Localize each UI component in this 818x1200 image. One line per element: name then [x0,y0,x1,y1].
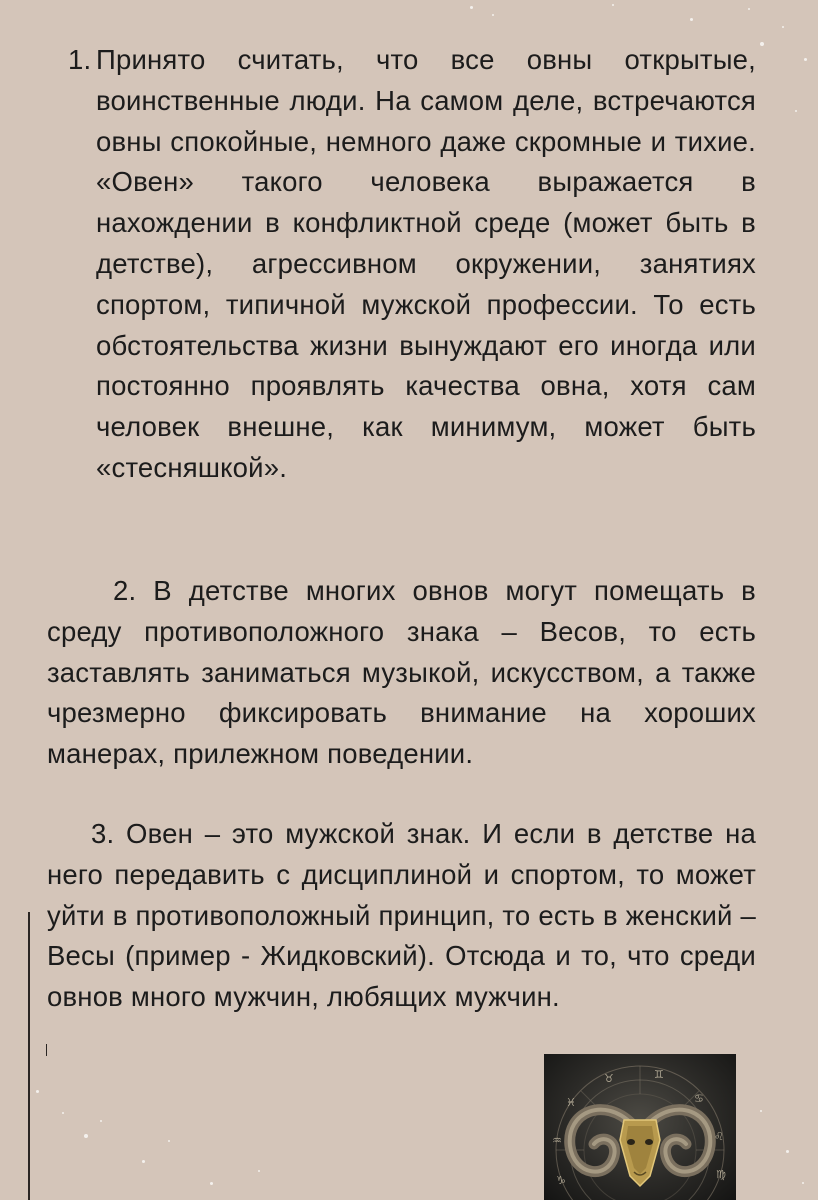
svg-text:♋: ♋ [694,1092,704,1105]
svg-text:♓: ♓ [566,1096,576,1109]
svg-text:♑: ♑ [556,1174,566,1187]
list-item-2 [47,571,756,775]
list-item-1-number: 1. [68,44,92,75]
svg-text:♉: ♉ [604,1072,614,1085]
list-item-1-text: Принято считать, что все овны открытые, воинственные люди. На самом деле, встречаются овны спокойные, немного даже скромные и тихие. «Овен» такого человека выражается в нахождении в конфликтной среде (может быть в детстве), агрессивном окружении, занятиях спортом, типичной мужской профессии. То есть обстоятельства жизни вынуждают его иногда или постоянно проявлять качества овна, хотя сам человек внешне, как минимум, может быть «стесняшкой». [96,44,756,483]
left-vertical-line [28,912,30,1200]
list-item-1 [68,40,756,489]
svg-text:♒: ♒ [552,1134,562,1147]
svg-text:♍: ♍ [716,1168,726,1181]
svg-text:♌: ♌ [714,1130,724,1143]
text-cursor-mark [46,1044,47,1056]
list-item-3-text: 3. Овен – это мужской знак. И если в детстве на него передавить с дисциплиной и спортом, то может уйти в противоположный принцип, то есть в женский – Весы (пример - Жидковский). Отсюда и то, что среди овнов много мужчин, любящих мужчин. [47,818,756,1013]
aries-zodiac-image [544,1054,736,1200]
list-item-2-text: 2. В детстве многих овнов могут помещать в среду противоположного знака – Весов, то есть заставлять заниматься музыкой, искусством, а также чрезмерно фиксировать внимание на хороших манерах, прилежном поведении. [47,575,756,770]
svg-text:♊: ♊ [654,1068,664,1081]
aries-ram-icon [544,1054,736,1200]
list-item-3 [47,814,756,1018]
